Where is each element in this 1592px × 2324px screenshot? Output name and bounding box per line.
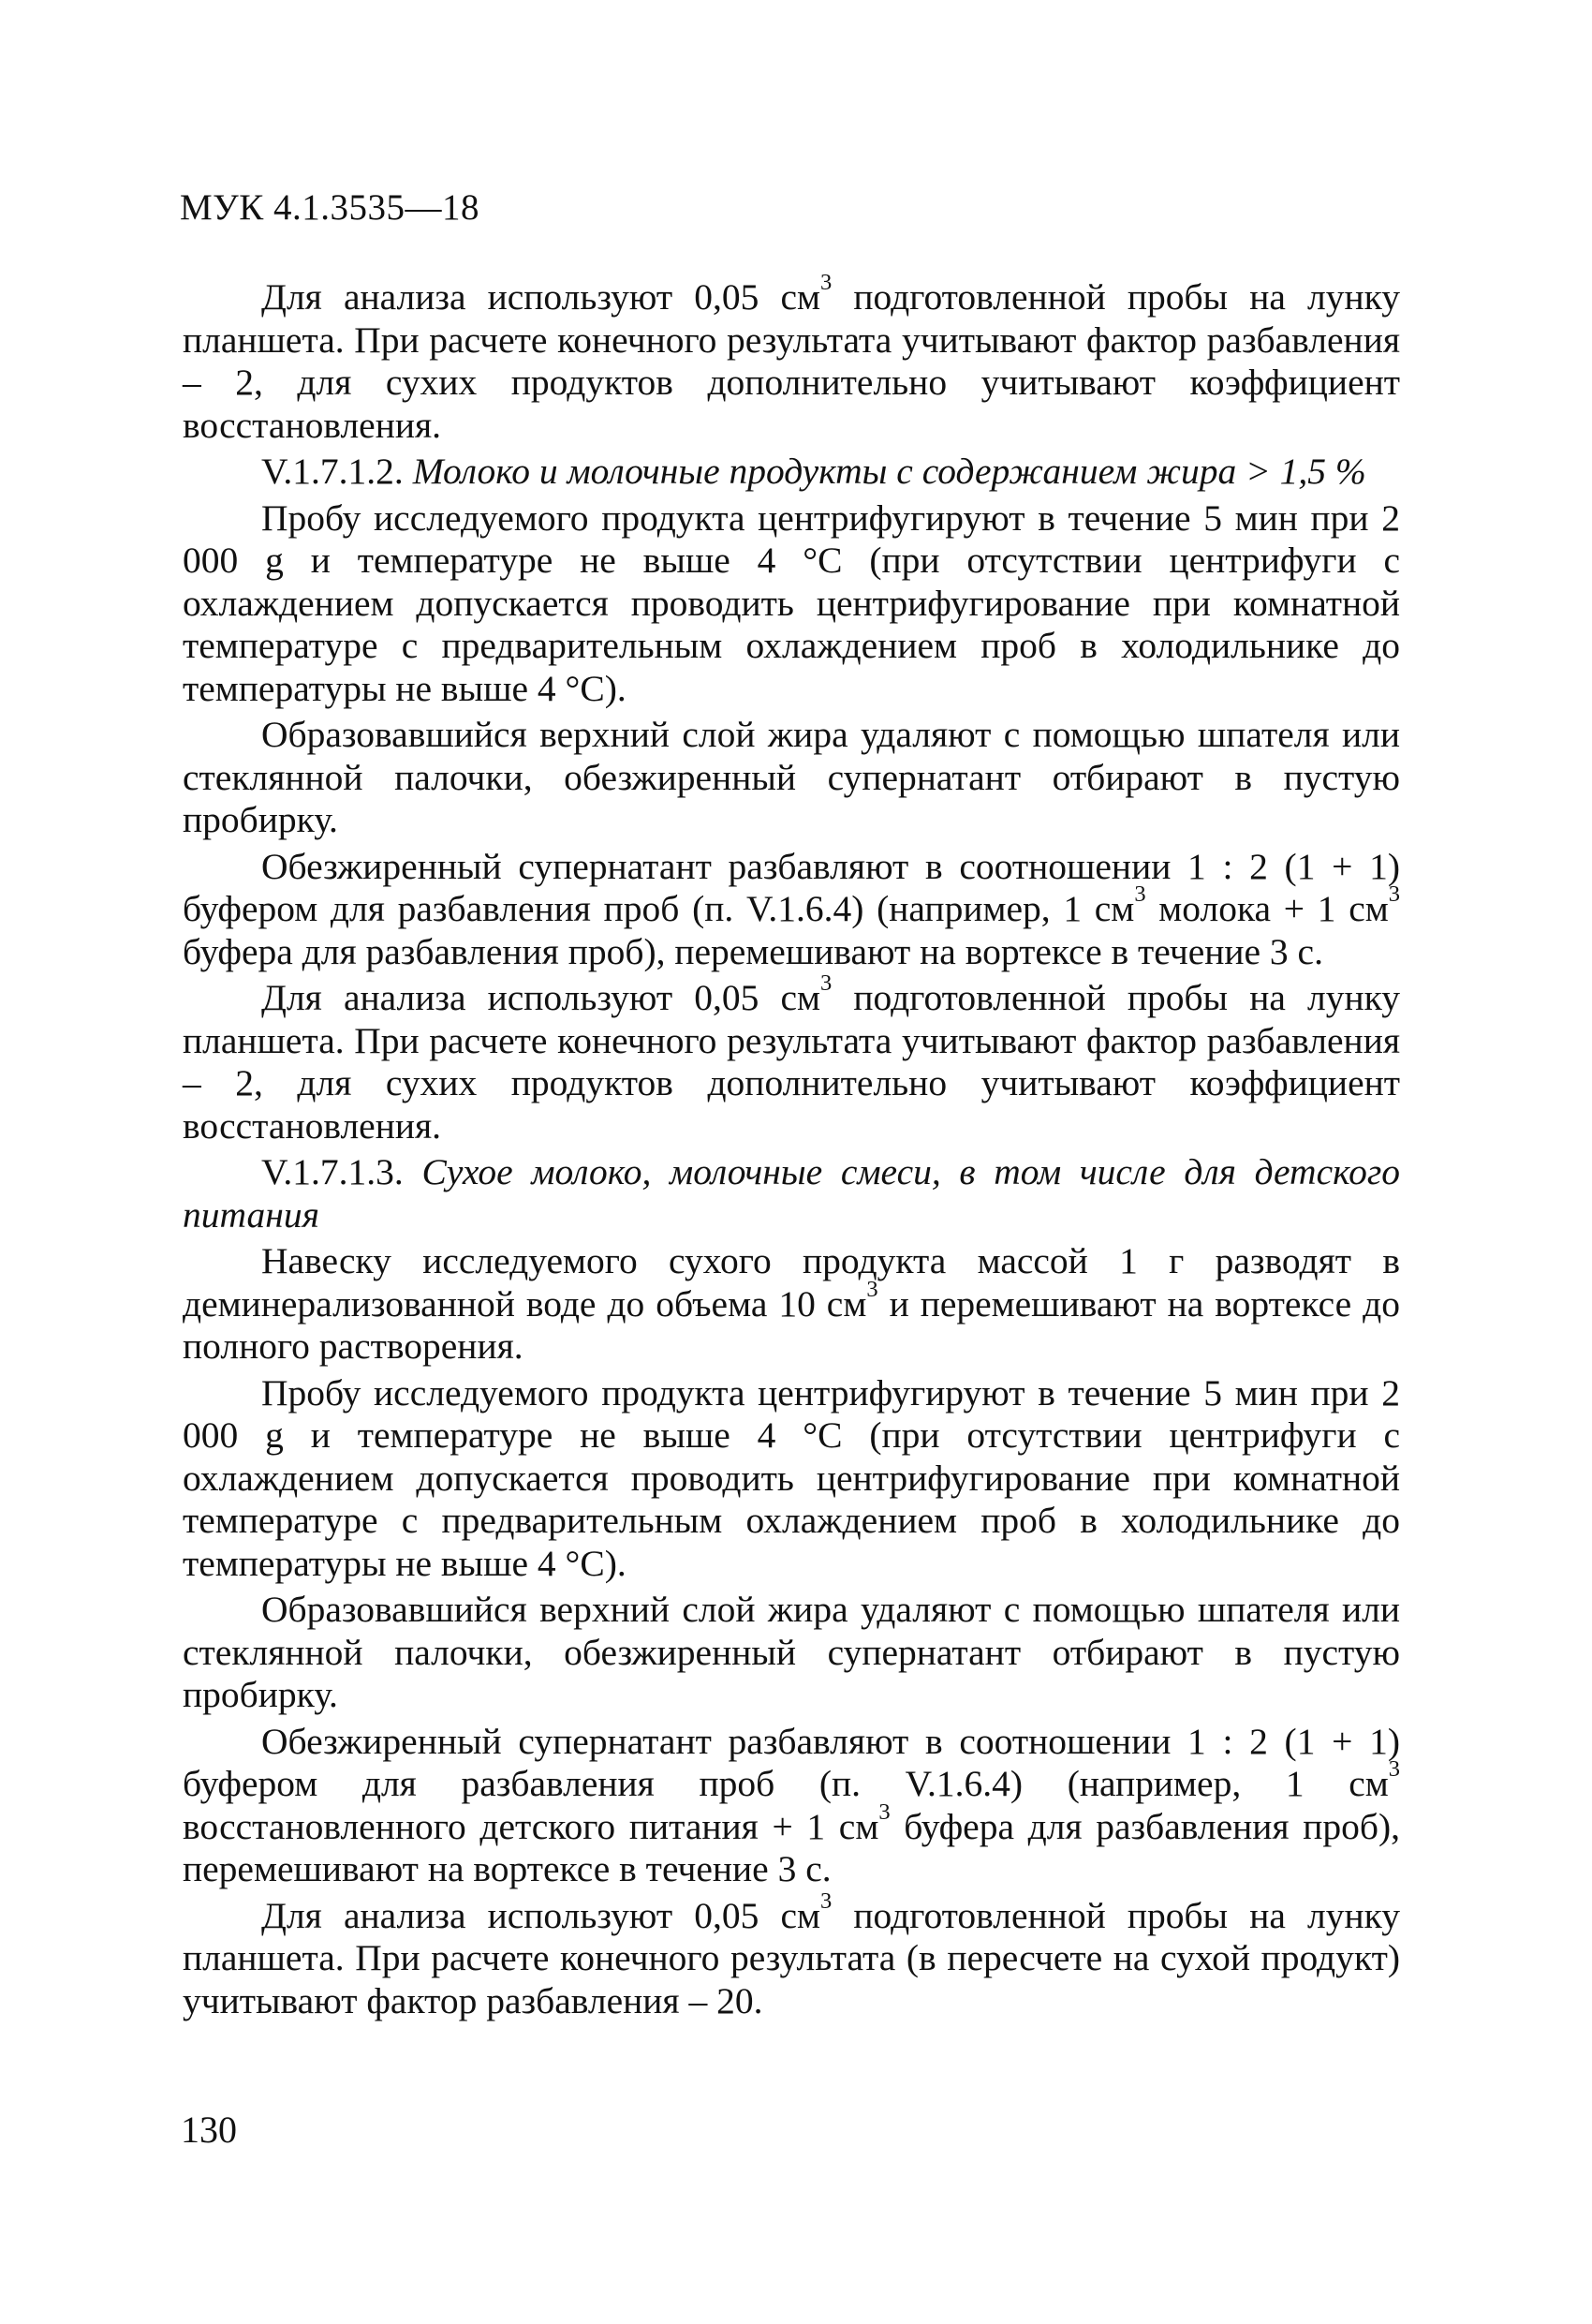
page-number: 130 <box>181 2109 237 2151</box>
superscript: 3 <box>866 1276 878 1302</box>
paragraph-centrifuge-2: Пробу исследуемого продукта центрифугируют в течение 5 мин при 2 000 g и температуре не выше 4 °С (при отсутствии центрифуги с охлаждением допускается проводить центрифугирование при комнатной температуре с предварительным охлаждением проб в холодильнике до температуры не выше 4 °С). <box>183 1371 1400 1584</box>
paragraph-dilution-2: Обезжиренный супернатант разбавляют в соотношении 1 : 2 (1 + 1) буфером для разбавления проб (п. V.1.6.4) (например, 1 $см^3$ восстановленного детского питания + 1 $см^3$ буфера для разбавления проб), перемешивают на вортексе в течение 3 с. <box>183 1720 1400 1889</box>
paragraph-fat-removal-1: Образовавшийся верхний слой жира удаляют с помощью шпателя или стеклянной палочки, обезжиренный супернатант отбирают в пустую пробирку. <box>183 714 1400 840</box>
paragraph-analysis-volume-2: Для анализа используют 0,05 $см^3$ подготовленной пробы на лунку планшета. При расчете конечного результата учитывают фактор разбавления – 2, для сухих продуктов дополнительно учитывают коэффициент восстановления. <box>183 970 1400 1147</box>
superscript: 3 <box>820 270 833 296</box>
superscript: 3 <box>820 1887 833 1914</box>
superscript: 3 <box>1388 881 1400 908</box>
section-heading-v-1-7-1-3 <box>183 1151 1400 1236</box>
document-code-header: МУК 4.1.3535—18 <box>180 187 480 228</box>
paragraph-dilution-1: Обезжиренный супернатант разбавляют в соотношении 1 : 2 (1 + 1) буфером для разбавления проб (п. V.1.6.4) (например, 1 $см^3$ молока + 1 $см^3$ буфера для разбавления проб), перемешивают на вортексе в течение 3 с. <box>183 845 1400 972</box>
paragraph-analysis-volume-1: Для анализа используют 0,05 $см^3$ подготовленной пробы на лунку планшета. При расчете конечного результата учитывают фактор разбавления – 2, для сухих продуктов дополнительно учитывают коэффициент восстановления. <box>183 270 1400 446</box>
superscript: 3 <box>820 970 833 997</box>
section-heading-v-1-7-1-2 <box>183 451 1400 494</box>
paragraph-fat-removal-2: Образовавшийся верхний слой жира удаляют с помощью шпателя или стеклянной палочки, обезжиренный супернатант отбирают в пустую пробирку. <box>183 1589 1400 1715</box>
section-number: V.1.7.1.3. <box>261 1151 404 1192</box>
superscript: 3 <box>1134 881 1146 908</box>
paragraph-analysis-volume-3: Для анализа используют 0,05 $см^3$ подготовленной пробы на лунку планшета. При расчете конечного результата (в пересчете на сухой продукт) учитывают фактор разбавления – 20. <box>183 1887 1400 2021</box>
section-number: V.1.7.1.2. <box>261 451 404 492</box>
superscript: 3 <box>1388 1756 1400 1783</box>
superscript: 3 <box>878 1799 891 1825</box>
body-text <box>183 270 1401 2022</box>
section-title: Сухое молоко, молочные смеси, в том числе для детского питания <box>183 1151 1401 1236</box>
paragraph-sample-dissolution: Навеску исследуемого сухого продукта массой 1 г разводят в деминерализованной воде до объема 10 $см^3$ и перемешивают на вортексе до полного растворения. <box>183 1240 1400 1367</box>
section-title: Молоко и молочные продукты с содержанием жира > 1,5 % <box>412 451 1366 492</box>
paragraph-centrifuge-1: Пробу исследуемого продукта центрифугируют в течение 5 мин при 2 000 g и температуре не выше 4 °С (при отсутствии центрифуги с охлаждением допускается проводить центрифугирование при комнатной температуре с предварительным охлаждением проб в холодильнике до температуры не выше 4 °С). <box>183 496 1400 709</box>
